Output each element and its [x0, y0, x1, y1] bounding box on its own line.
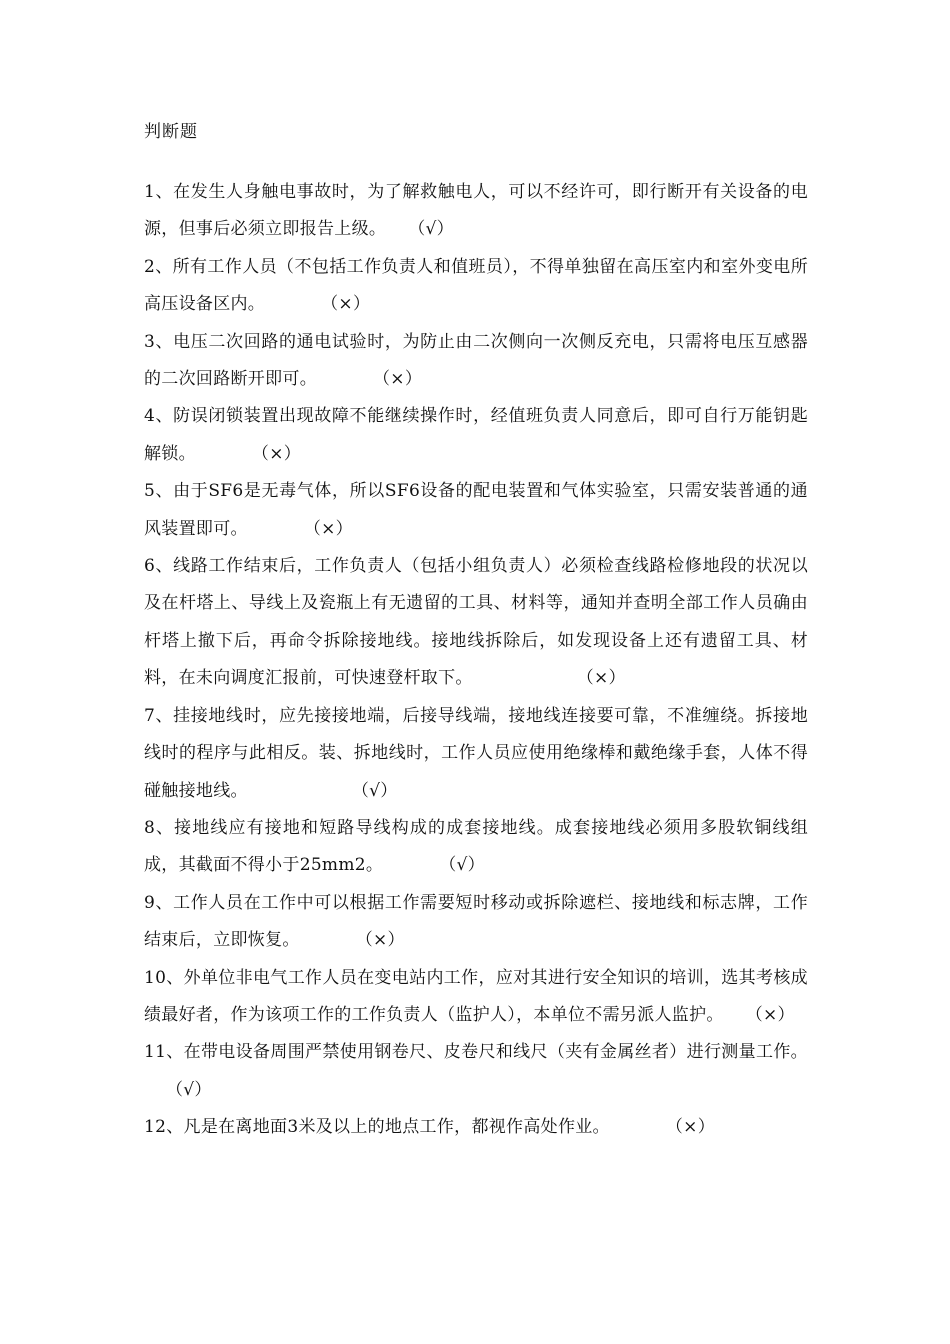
- document-title: 判断题: [144, 122, 198, 142]
- answer-mark: （√）: [351, 780, 398, 801]
- question-item: [144, 473, 808, 548]
- answer-mark: （×）: [321, 294, 371, 315]
- question-text: 6、线路工作结束后，工作负责人（包括小组负责人）必须检查线路检修地段的状况以及在杆塔上、导线上及瓷瓶上有无遗留的工具、材料等，通知并查明全部工作人员确由杆塔上撤下后，再命令拆除接地线。接地线拆除后，如发现设备上还有遗留工具、材料，在未向调度汇报前，可快速登杆取下。: [144, 556, 808, 689]
- question-item: [144, 885, 808, 960]
- question-item: [144, 548, 808, 698]
- answer-mark: （√）: [439, 855, 485, 876]
- answer-mark: （×）: [355, 930, 405, 951]
- answer-mark: （×）: [251, 443, 302, 464]
- answer-mark: （×）: [745, 1004, 795, 1025]
- question-text: 4、防误闭锁装置出现故障不能继续操作时，经值班负责人同意后，即可自行万能钥匙解锁。: [144, 406, 808, 464]
- answer-mark: （×）: [665, 1117, 716, 1138]
- question-text: 10、外单位非电气工作人员在变电站内工作，应对其进行安全知识的培训，选其考核成绩最好者，作为该项工作的工作负责人（监护人），本单位不需另派人监护。: [144, 967, 808, 1025]
- question-item: [144, 698, 808, 810]
- question-text: 9、工作人员在工作中可以根据工作需要短时移动或拆除遮栏、接地线和标志牌，工作结束后，立即恢复。: [144, 892, 808, 951]
- question-text: 3、电压二次回路的通电试验时，为防止由二次侧向一次侧反充电，只需将电压互感器的二次回路断开即可。: [144, 331, 808, 390]
- question-text: 5、由于SF6是无毒气体，所以SF6设备的配电装置和气体实验室，只需安装普通的通风装置即可。: [144, 481, 808, 539]
- question-text: 7、挂接地线时，应先接接地端，后接导线端，接地线连接要可靠，不准缠绕。拆接地线时的程序与此相反。装、拆地线时，工作人员应使用绝缘棒和戴绝缘手套，人体不得碰触接地线。: [144, 705, 808, 801]
- question-item: [144, 174, 808, 249]
- question-item: [144, 1034, 808, 1109]
- answer-mark: （×）: [303, 518, 353, 539]
- answer-mark: （√）: [408, 219, 454, 240]
- question-text: 2、所有工作人员（不包括工作负责人和值班员），不得单独留在高压室内和室外变电所高压设备区内。: [144, 256, 808, 315]
- question-text: 11、在带电设备周围严禁使用钢卷尺、皮卷尺和线尺（夹有金属丝者）进行测量工作。: [144, 1042, 808, 1063]
- question-item: [144, 810, 808, 885]
- question-text: 1、在发生人身触电事故时，为了解救触电人，可以不经许可，即行断开有关设备的电源，但事后必须立即报告上级。: [144, 182, 808, 240]
- answer-mark: （×）: [576, 668, 626, 689]
- question-item: [144, 398, 808, 473]
- question-list: [144, 174, 808, 1147]
- answer-mark: （√）: [166, 1079, 212, 1100]
- question-text: 12、凡是在离地面3米及以上的地点工作，都视作高处作业。: [144, 1117, 610, 1138]
- answer-mark: （×）: [373, 369, 423, 390]
- question-item: [144, 324, 808, 399]
- question-item: [144, 1109, 808, 1146]
- question-item: [144, 960, 808, 1035]
- question-item: [144, 249, 808, 324]
- question-text: 8、接地线应有接地和短路导线构成的成套接地线。成套接地线必须用多股软铜线组成，其截面不得小于25mm2。: [144, 817, 808, 876]
